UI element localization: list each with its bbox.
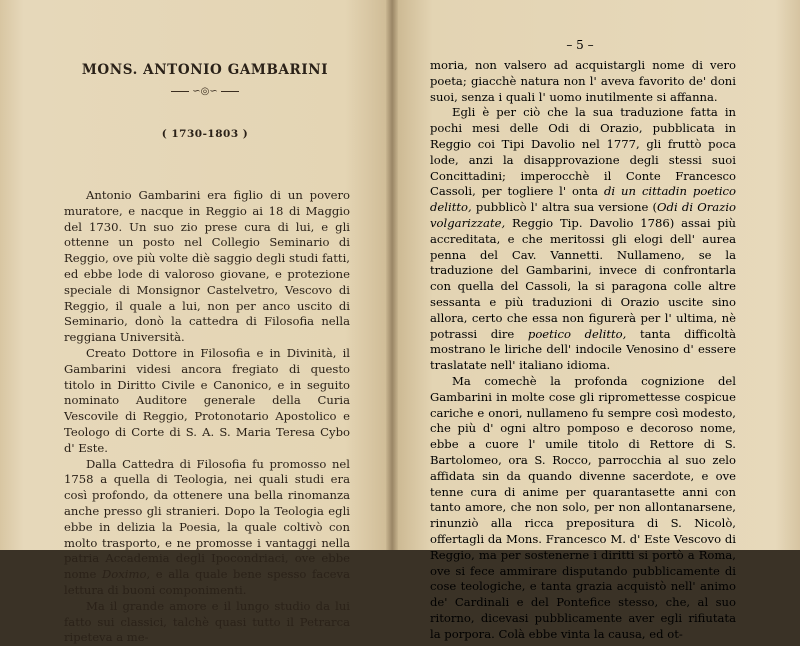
page-number: – 5 – (566, 38, 594, 52)
book-title: Odi di Orazio volgarizzate, (430, 200, 737, 230)
quoted-phrase: di un cittadin poetico delitto, (430, 184, 737, 215)
ornament-line-right (221, 91, 239, 92)
quoted-phrase: poetico delitto, (527, 326, 627, 341)
paragraph-text: Reggio Tip. Davolio 1786) assai più accreditata, e che meritossi gli elogi dell' aurea penna del Cav. Vannetti. Nullameno, se la traduzione del Gambarini, invece di confrontarla con quella del Cassoli, la si paragona colle altre sessanta e più traduzioni di Orazio uscite sino allora, certo che essa non figurerà per l' ultima, nè potrassi dire (430, 215, 737, 341)
paragraph (64, 457, 350, 599)
biography-title: MONS. ANTONIO GAMBARINI (81, 62, 329, 78)
paragraph: Creato Dottore in Filosofia e in Divinità, il Gambarini videsi ancora fregiato di questo titolo in Diritto Civile e Canonico, e in seguito nominato Auditore generale della Curia Vescovile di Reggio, Protonotario Apostolico e Teologo di Corte di S. A. S. Maria Teresa Cybo d' Este. (64, 345, 350, 455)
book-gutter (386, 0, 398, 550)
ornament-flourish-icon: ∽◎∽ (192, 86, 218, 97)
title-ornament (165, 86, 245, 97)
paragraph: Ma il grande amore e il lungo studio da lui fatto sui classici, talchè quasi tutto il Petrarca ripeteva a me- (64, 598, 350, 645)
paragraph: moria, non valsero ad acquistargli nome di vero poeta; giacchè natura non l' aveva favorito de' doni suoi, senza i quali l' uomo inutilmente si affanna. (430, 58, 736, 104)
paragraph-text: pubblicò l' altra sua versione ( (475, 200, 658, 215)
paragraph: Antonio Gambarini era figlio di un povero muratore, e nacque in Reggio ai 18 di Maggio del 1730. Un suo zio prese cura di lui, e gli ottenne un posto nel Collegio Seminario di Reggio, ove più volte diè saggio degli studi fatti, ed ebbe lode di valoroso giovane, e protezione speciale di Monsignor Castelvetro, Vescovo di Reggio, il quale a lui, non per anco uscito di Seminario, donò la cattedra di Filosofia nella reggiana Università. (64, 188, 350, 345)
paragraph-text: Egli è per ciò che la sua traduzione fatta in pochi mesi delle Odi di Orazio, pubblicata in Reggio coi Tipi Davolio nel 1777, gli fruttò poca lode, anzi la disapprovazione degli stessi suoi Concittadini; imperocchè il Conte Francesco Cassoli, per togliere l' onta (430, 105, 736, 199)
ornament-line-left (171, 91, 189, 92)
paragraph-text: Dalla Cattedra di Filosofia fu promosso nel 1758 a quella di Teologia, nei quali studi era così profondo, da ottenere una bella rinomanza anche presso gli stranieri. Dopo la Teologia egli ebbe in delizia la Poesia, la quale coltivò con molto trasporto, e ne promosse i vantaggi nella patria Accademia degli Ipocondriaci, ove ebbe nome (64, 456, 350, 582)
academy-name: Doximo (101, 567, 147, 582)
paragraph (430, 105, 736, 374)
paragraph-text: tanta difficoltà mostrano le liriche dell' indocile Venosino d' essere traslatate nell' italiano idioma. (430, 326, 736, 373)
paragraph: Ma comechè la profonda cognizione del Gambarini in molte cose gli ripromettesse cospicue cariche e onori, nullameno fu sempre così modesto, che più d' ogni altro pomposo e decoroso nome, ebbe a cuore l' umile titolo di Rettore di S. Bartolomeo, ora S. Rocco, parrocchia al suo zelo affidata sin da quando divenne sacerdote, e ove tenne cura di anime per quarantasette anni con tanto amore, che non solo, per non allontanarsene, rinunziò alla ricca prepositura di S. Nicolò, offertagli da Mons. Francesco M. d' Este Vescovo di Reggio, ma per sostenerne i diritti si portò a Roma, ove si fece ammirare disputando pubblicamente di cose teologiche, e tanta grazia acquistò nell' animo de' Cardinali e del Pontefice stesso, che, al suo ritorno, dicevasi pubblicamente aver egli rifiutata la porpora. Colà ebbe vinta la causa, ed ot- (430, 373, 736, 641)
right-text-column (430, 58, 736, 642)
left-page (0, 0, 392, 645)
life-dates: ( 1730-1803 ) (161, 128, 249, 140)
paragraph-text: , e alla quale bene spesso faceva lettura di buoni componimenti. (64, 567, 351, 597)
left-text-column (64, 188, 350, 646)
